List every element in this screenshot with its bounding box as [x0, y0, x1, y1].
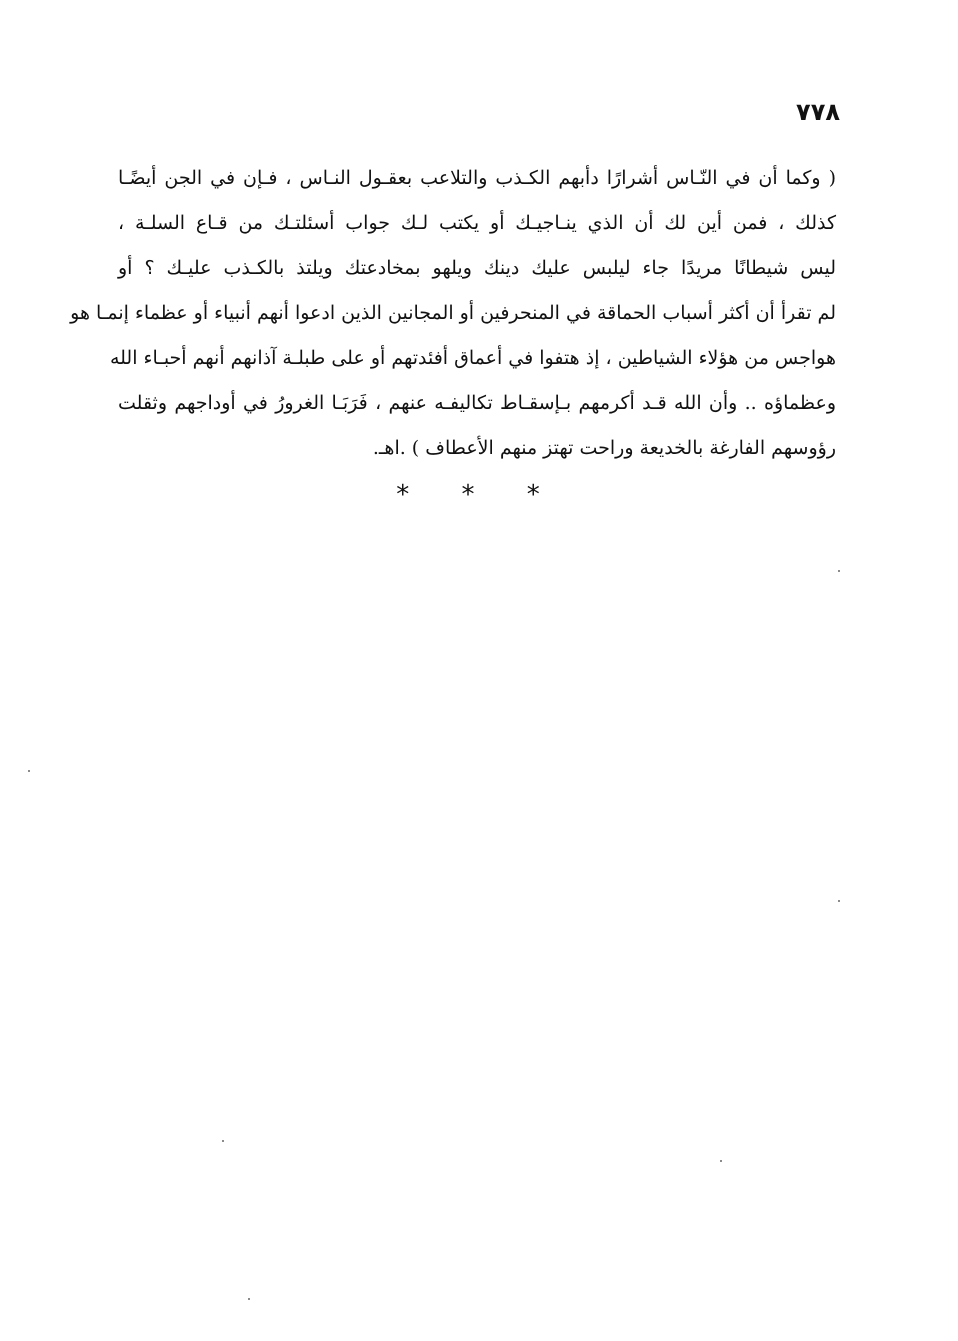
page-number: ٧٧٨ [796, 98, 840, 126]
text-line: ( وكما أن في النّـاس أشرارًا دأبهم الكـذب والتلاعب بعقـول النـاس ، فـإن في الجن أيضًـا [118, 167, 836, 189]
scan-speck [248, 1298, 250, 1300]
scan-speck [720, 1160, 722, 1162]
scan-speck [28, 770, 30, 772]
body-paragraph [70, 156, 836, 471]
scan-speck [838, 900, 840, 902]
text-line: وعظماؤه .. وأن الله قـد أكرمهم بـإسقـاط تكاليفـه عنهم ، فَرَبَـا الغرورُ في أوداجهم وثقلت [118, 392, 836, 414]
text-line: كذلك ، فمن أين لك أن الذي ينـاجيـك أو يكتب لـك جواب أسئلتـك من قـاع السلـة ، [118, 212, 836, 234]
scan-speck [838, 570, 840, 572]
text-line: هواجس من هؤلاء الشياطين ، إذ هتفوا في أعماق أفئدتهم أو على طبلـة آذانهم أنهم أحبـاء الله [109, 347, 836, 369]
scan-speck [222, 1140, 224, 1142]
section-separator: * * * [396, 480, 562, 510]
text-line: ليس شيطانًا مريدًا جاء ليلبس عليك دينك ويلهو بمخادعتك ويلتذ بالكـذب عليـك ؟ أو [118, 257, 836, 279]
text-line: لم تقرأ أن أكثر أسباب الحماقة في المنحرفين أو المجانين الذين ادعوا أنهم أنبياء أو عظماء إنمـا هو [70, 302, 836, 324]
text-line: رؤوسهم الفارغة بالخديعة وراحت تهتز منهم الأعطاف ) .اهـ. [372, 437, 836, 459]
